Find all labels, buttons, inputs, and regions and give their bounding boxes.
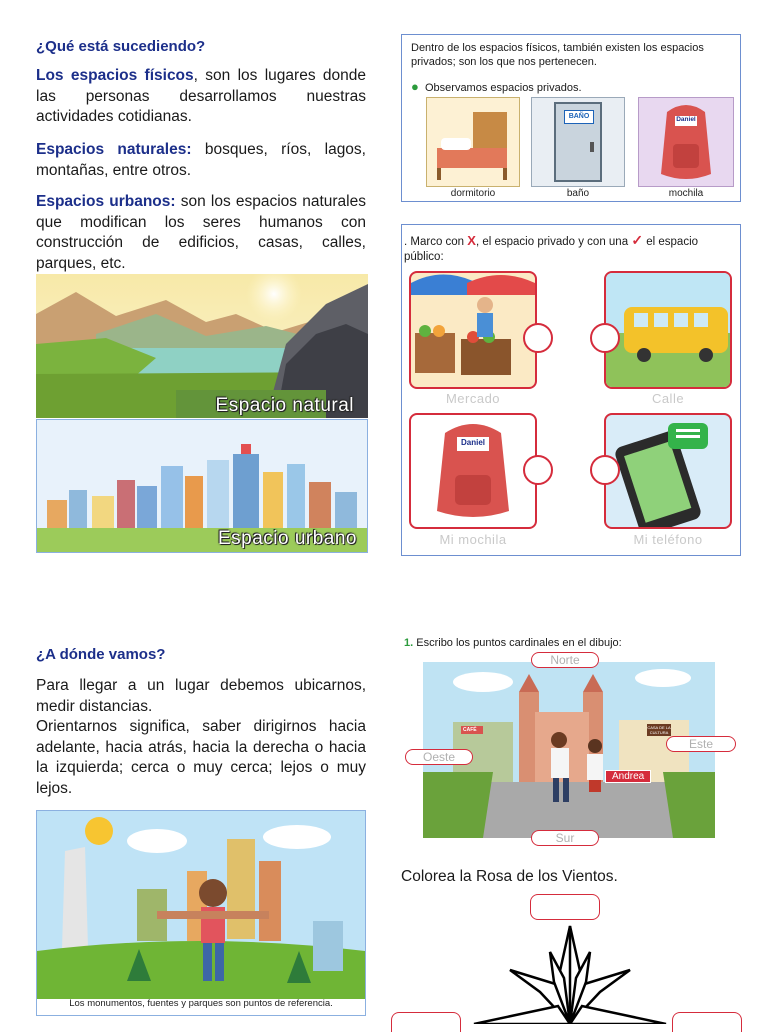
check-mark-icon: ✓ <box>631 232 644 248</box>
label-calle: Calle <box>651 391 685 406</box>
term-espacios-urbanos: Espacios urbanos: <box>36 193 176 210</box>
text-espacios-urbanos: son los espacios naturales que modifican los seres humanos con construcción de edificios, casas, calles, parques, etc. <box>36 193 366 272</box>
phone-card <box>604 413 732 529</box>
street-answer-circle[interactable] <box>590 323 620 353</box>
backpack-answer-circle[interactable] <box>523 455 553 485</box>
backpack-card <box>409 413 537 529</box>
natural-space-image <box>36 274 368 418</box>
paragraph-ubicarnos: Para llegar a un lugar debemos ubicarnos, medir distancias. <box>36 677 366 715</box>
bathroom-picture <box>531 97 625 187</box>
bed-icon <box>427 98 519 186</box>
caption-bano: baño <box>566 188 590 199</box>
rose-east-field[interactable] <box>672 1012 742 1032</box>
backpack-picture <box>638 97 734 187</box>
label-mi-telefono: Mi teléfono <box>633 532 703 547</box>
paragraph-espacios-urbanos <box>36 192 366 274</box>
instruction-prefix: . Marco con <box>404 236 468 248</box>
instruction-end: el espacio público: <box>404 236 699 263</box>
private-spaces-box <box>401 34 741 202</box>
paragraph-orientarnos: Orientarnos significa, saber dirigirnos hacia adelante, hacia atrás, hacia la derecha o hacia la izquierda; cerca o muy cerca; lejos o muy lejos. <box>36 718 366 797</box>
bus-illustration <box>606 273 730 387</box>
east-field[interactable]: Este <box>666 736 736 752</box>
south-field[interactable]: Sur <box>531 830 599 846</box>
backpack-icon <box>639 98 733 186</box>
x-mark: X <box>467 233 476 248</box>
instruction-mid: , el espacio privado y con una <box>475 236 632 248</box>
casa-cultura-sign: CASA DE LA CULTURA <box>647 725 671 735</box>
bullet-dot-icon: ● <box>411 79 419 94</box>
mark-spaces-box <box>401 224 741 556</box>
heading-que-esta-sucediendo: ¿Qué está sucediendo? <box>36 38 206 55</box>
term-espacios-naturales: Espacios naturales: <box>36 141 192 158</box>
bullet-text: Observamos espacios privados. <box>424 82 582 94</box>
backpack-icon <box>411 415 535 527</box>
exercise-1-instruction <box>404 637 622 649</box>
street-card <box>604 271 732 389</box>
rose-north-field[interactable] <box>530 894 600 920</box>
paragraph-espacios-fisicos <box>36 66 366 128</box>
exercise-text: Escribo los puntos cardinales en el dibujo: <box>413 637 622 649</box>
bag-tag: Daniel <box>460 438 485 447</box>
north-field[interactable]: Norte <box>531 652 599 668</box>
market-card <box>409 271 537 389</box>
rose-west-field[interactable] <box>391 1012 461 1032</box>
park-illustration <box>37 811 365 999</box>
west-field[interactable]: Oeste <box>405 749 473 765</box>
market-answer-circle[interactable] <box>523 323 553 353</box>
cafe-sign: CAFÉ <box>463 727 477 733</box>
heading-a-donde-vamos: ¿A dónde vamos? <box>36 646 166 663</box>
bag-tag: Daniel <box>676 116 696 123</box>
market-illustration <box>411 273 535 387</box>
exercise-number: 1. <box>404 637 414 649</box>
andrea-label: Andrea <box>605 770 651 783</box>
paragraph-espacios-naturales <box>36 140 366 181</box>
door-handle-icon <box>590 142 594 152</box>
compass-rose-title: Colorea la Rosa de los Vientos. <box>401 868 618 885</box>
label-mi-mochila: Mi mochila <box>439 532 507 547</box>
private-spaces-intro: Dentro de los espacios físicos, también existen los espacios privados; son los que nos pertenecen. <box>411 42 704 68</box>
text-espacios-naturales: bosques, ríos, lagos, montañas, entre otros. <box>36 141 366 179</box>
urban-space-image <box>36 419 368 553</box>
private-spaces-bullet <box>411 79 582 94</box>
compass-rose-icon[interactable] <box>470 922 670 1024</box>
mark-spaces-instruction <box>404 233 734 265</box>
park-caption: Los monumentos, fuentes y parques son puntos de referencia. <box>69 998 333 1009</box>
phone-illustration <box>606 415 730 527</box>
phone-answer-circle[interactable] <box>590 455 620 485</box>
bedroom-picture <box>426 97 520 187</box>
term-espacios-fisicos: Los espacios físicos <box>36 67 194 84</box>
caption-dormitorio: dormitorio <box>450 188 496 199</box>
urban-space-label: Espacio urbano <box>217 528 357 549</box>
door-sign: BAÑO <box>564 110 594 124</box>
text-espacios-fisicos: , son los lugares donde las personas desarrollamos nuestras actividades cotidianas. <box>36 67 366 125</box>
label-mercado: Mercado <box>445 391 501 406</box>
caption-mochila: mochila <box>668 188 704 199</box>
door-icon <box>554 102 602 182</box>
reference-points-image <box>36 810 366 1016</box>
natural-space-label: Espacio natural <box>215 395 354 416</box>
